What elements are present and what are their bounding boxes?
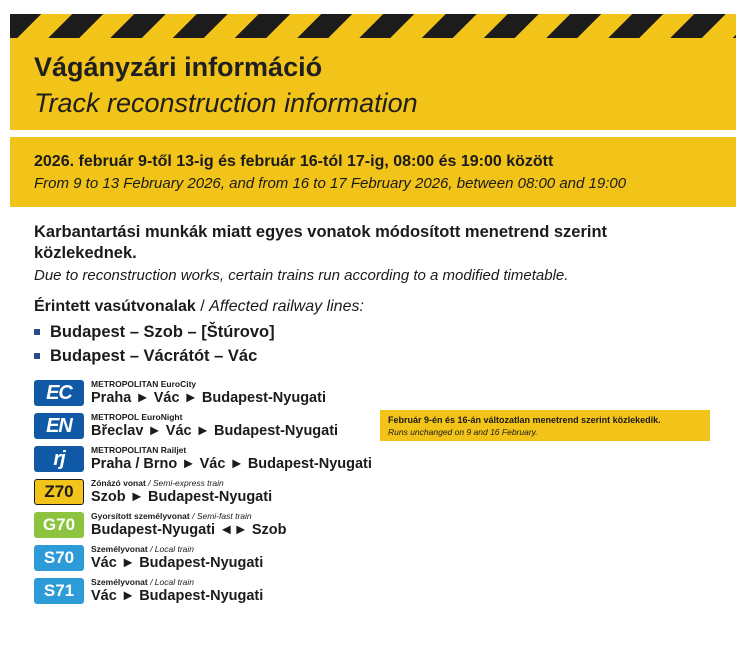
- category-hungarian: Személyvonat: [91, 577, 148, 587]
- affected-separator: /: [195, 298, 210, 315]
- date-english: From 9 to 13 February 2026, and from 16 to 17 February 2026, between 08:00 and 19:00: [34, 175, 627, 192]
- category-english: / Semi-fast train: [189, 511, 252, 521]
- g70-badge-icon: G70: [34, 512, 84, 538]
- note-hungarian: Február 9-én és 16-án változatlan menetrend szerint közlekedik.: [388, 415, 661, 425]
- bullet-icon: [34, 353, 40, 359]
- intro-text: [34, 222, 714, 286]
- train-category: [91, 478, 224, 488]
- eurocity-badge-icon: EC: [34, 380, 84, 406]
- train-route: Vác ► Budapest-Nyugati: [91, 555, 264, 571]
- train-route: Szob ► Budapest-Nyugati: [91, 489, 273, 505]
- affected-label-english: Affected railway lines:: [209, 298, 364, 315]
- affected-line: [34, 320, 275, 344]
- train-route: Budapest-Nyugati ◄► Szob: [91, 522, 287, 538]
- category-english: / Semi-express train: [145, 478, 224, 488]
- date-banner: [10, 137, 736, 207]
- category-english: / Local train: [147, 577, 195, 587]
- category-hungarian: METROPOLITAN EuroCity: [91, 379, 197, 389]
- train-category: [91, 511, 252, 521]
- affected-lines-heading: [34, 298, 364, 316]
- z70-badge-icon: Z70: [34, 479, 84, 505]
- train-route: Praha ► Vác ► Budapest-Nyugati: [91, 390, 326, 406]
- line-name: Budapest – Szob – [Štúrovo]: [50, 322, 275, 341]
- train-category: [91, 577, 194, 587]
- note-english: Runs unchanged on 9 and 16 February.: [388, 427, 538, 437]
- train-route: Vác ► Budapest-Nyugati: [91, 588, 264, 604]
- affected-lines-list: [34, 320, 275, 368]
- affected-label-hungarian: Érintett vasútvonalak: [34, 298, 196, 315]
- s70-badge-icon: S70: [34, 545, 84, 571]
- s71-badge-icon: S71: [34, 578, 84, 604]
- category-hungarian: METROPOL EuroNight: [91, 412, 183, 422]
- intro-english: Due to reconstruction works, certain trains run according to a modified timetable.: [34, 267, 569, 284]
- train-category: [91, 445, 186, 455]
- railjet-badge-icon: rj: [34, 446, 84, 472]
- train-category: [91, 379, 196, 389]
- affected-line: [34, 344, 275, 368]
- train-category: [91, 412, 182, 422]
- category-hungarian: Személyvonat: [91, 544, 148, 554]
- title-hungarian: Vágányzári információ: [34, 52, 323, 82]
- hazard-stripes: [10, 14, 736, 38]
- intro-hungarian: Karbantartási munkák miatt egyes vonatok módosított menetrend szerint közlekednek.: [34, 223, 608, 262]
- title-english: Track reconstruction information: [34, 88, 418, 118]
- category-hungarian: Gyorsított személyvonat: [91, 511, 190, 521]
- line-name: Budapest – Vácrátót – Vác: [50, 346, 258, 365]
- train-category: [91, 544, 194, 554]
- train-route: Praha / Brno ► Vác ► Budapest-Nyugati: [91, 456, 372, 472]
- train-route: Břeclav ► Vác ► Budapest-Nyugati: [91, 423, 339, 439]
- category-hungarian: Zónázó vonat: [91, 478, 146, 488]
- bullet-icon: [34, 329, 40, 335]
- category-hungarian: METROPOLITAN Railjet: [91, 445, 187, 455]
- category-english: / Local train: [147, 544, 195, 554]
- date-hungarian: 2026. február 9-től 13-ig és február 16-tól 17-ig, 08:00 és 19:00 között: [34, 153, 554, 170]
- title-banner: [10, 38, 736, 130]
- unchanged-timetable-note: [380, 410, 710, 441]
- euronight-badge-icon: EN: [34, 413, 84, 439]
